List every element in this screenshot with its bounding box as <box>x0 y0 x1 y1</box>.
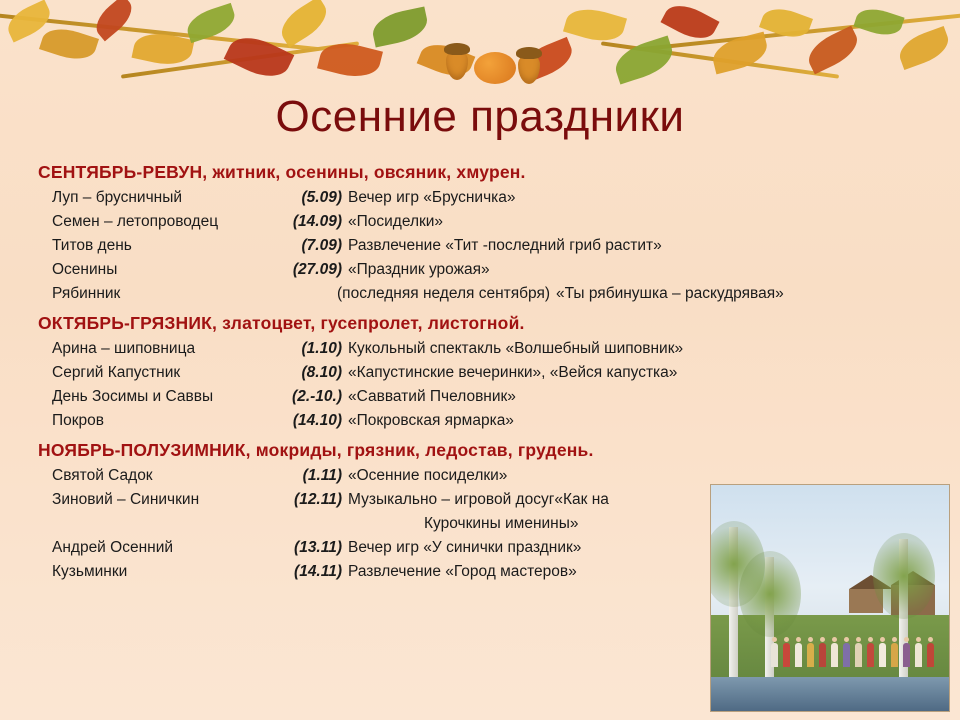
holiday-date: (14.10) <box>292 412 342 429</box>
holiday-name: Святой Садок <box>52 467 153 484</box>
holiday-description: «Посиделки» <box>348 213 444 230</box>
holiday-date: (12.11) <box>294 491 342 508</box>
holiday-name: Арина – шиповница <box>52 340 196 357</box>
holiday-row <box>38 412 928 430</box>
holiday-date: (7.09) <box>301 237 342 254</box>
holiday-name: Андрей Осенний <box>52 539 174 556</box>
holiday-date: (14.11) <box>294 563 342 580</box>
holiday-name: Луп – брусничный <box>52 189 183 206</box>
month-heading-october: ОКТЯБРЬ-ГРЯЗНИК, златоцвет, гусепролет, листогной. <box>38 313 525 333</box>
holiday-description: «Праздник урожая» <box>348 261 490 278</box>
holiday-row <box>38 285 928 303</box>
holiday-date: (13.11) <box>294 539 342 556</box>
holiday-name: Семен – летопроводец <box>52 213 219 230</box>
holiday-date: (1.10) <box>301 340 342 357</box>
holiday-row <box>38 364 928 382</box>
holiday-description: Музыкально – игровой досуг«Как на <box>348 491 609 508</box>
holiday-description: «Покровская ярмарка» <box>348 412 514 429</box>
holiday-name: Зиновий – Синичкин <box>52 491 200 508</box>
holiday-row <box>38 213 928 231</box>
holiday-description: Развлечение «Город мастеров» <box>348 563 577 580</box>
holiday-row <box>38 388 928 406</box>
holiday-date: (2.-10.) <box>292 388 342 405</box>
holiday-name: Сергий Капустник <box>52 364 181 381</box>
holiday-name: Покров <box>52 412 105 429</box>
holiday-row <box>38 467 928 485</box>
holiday-date: (14.09) <box>292 213 342 230</box>
month-heading-november: НОЯБРЬ-ПОЛУЗИМНИК, мокриды, грязник, ледостав, грудень. <box>38 440 594 460</box>
holiday-name: Рябинник <box>52 285 121 302</box>
holiday-row <box>38 237 928 255</box>
painting-crowd <box>769 609 939 667</box>
holiday-date: (5.09) <box>301 189 342 206</box>
page-title: Осенние праздники <box>275 92 685 141</box>
autumn-village-festival-painting <box>710 484 950 712</box>
holiday-description: Вечер игр «Брусничка» <box>348 189 516 206</box>
holiday-name: Осенины <box>52 261 118 278</box>
holiday-name: Кузьминки <box>52 563 128 580</box>
holiday-row <box>38 261 928 279</box>
holiday-row <box>38 340 928 358</box>
painting-birch-tree <box>729 527 738 677</box>
holiday-row <box>38 189 928 207</box>
holiday-description: Кукольный спектакль «Волшебный шиповник» <box>348 340 684 357</box>
month-heading-september: СЕНТЯБРЬ-РЕВУН, житник, осенины, овсяник, хмурен. <box>38 162 526 182</box>
holiday-date: (8.10) <box>301 364 342 381</box>
holiday-description: «Осенние посиделки» <box>348 467 508 484</box>
holiday-description: Вечер игр «У синички праздник» <box>348 539 582 556</box>
holiday-date: (27.09) <box>292 261 342 278</box>
holiday-description: «Капустинские вечеринки», «Вейся капустка» <box>348 364 678 381</box>
holiday-description: «Савватий Пчеловник» <box>348 388 516 405</box>
holiday-description: «Ты рябинушка – раскудрявая» <box>556 285 784 302</box>
holiday-date: (последняя неделя сентября) <box>337 285 550 302</box>
painting-river <box>711 677 949 711</box>
holiday-name: Титов день <box>52 237 132 254</box>
holiday-date: (1.11) <box>302 467 342 484</box>
holiday-description: Развлечение «Тит -последний гриб растит» <box>348 237 662 254</box>
holiday-description: Курочкины именины» <box>424 515 579 532</box>
autumn-leaves-garland-icon <box>0 0 960 100</box>
holiday-name: День Зосимы и Саввы <box>52 388 214 405</box>
